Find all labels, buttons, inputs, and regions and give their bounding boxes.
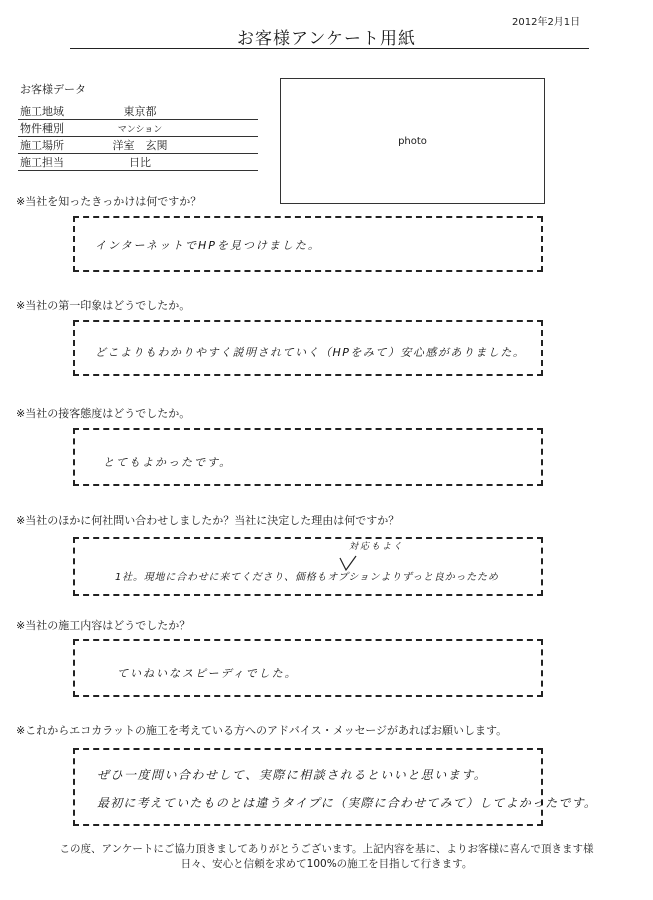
table-row — [18, 154, 258, 171]
answer-3: とてもよかったです。 — [103, 456, 233, 469]
answer-box-6 — [73, 748, 598, 826]
insert-caret-icon — [338, 554, 360, 574]
table-row — [18, 137, 258, 154]
question-1: ※当社を知ったきっかけは何ですか？ — [16, 195, 202, 208]
row-value: 洋室 玄関 — [90, 137, 258, 154]
answer-5: ていねいなスピーディでした。 — [117, 667, 298, 680]
title-underline — [70, 48, 589, 49]
footer-line-1: この度、アンケートにご協力頂きましてありがとうございます。上記内容を基に、よりお客様に喜んで頂きます様 — [59, 843, 594, 855]
survey-date: 2012年2月1日 — [512, 17, 581, 28]
row-value: マンション — [90, 120, 258, 137]
customer-data-table — [18, 103, 258, 171]
footer-line-2: 日々、安心と信頼を求めて100%の施工を目指して行きます。 — [180, 858, 473, 870]
row-label: 施工場所 — [18, 137, 90, 154]
row-label: 物件種別 — [18, 120, 90, 137]
question-3: ※当社の接客態度はどうでしたか。 — [16, 407, 191, 420]
answer-box-4 — [73, 537, 543, 596]
customer-data-heading: お客様データ — [20, 83, 86, 96]
row-label: 施工担当 — [18, 154, 90, 171]
row-value: 東京都 — [90, 103, 258, 120]
answer-4: 1社。現地に合わせに来てくださり、価格もオプションよりずっと良かったため — [115, 572, 499, 583]
question-4: ※当社のほかに何社問い合わせしましたか？当社に決定した理由は何ですか？ — [16, 514, 400, 527]
answer-box-5 — [73, 639, 543, 697]
row-value: 日比 — [90, 154, 258, 171]
answer-1: インターネットでHPを見つけました。 — [95, 239, 321, 252]
photo-placeholder — [280, 78, 545, 204]
row-label: 施工地域 — [18, 103, 90, 120]
table-row — [18, 120, 258, 137]
question-6: ※これからエコカラットの施工を考えている方へのアドバイス・メッセージがあればお願いします。 — [16, 724, 508, 737]
page-title: お客様アンケート用紙 — [237, 29, 416, 49]
question-2: ※当社の第一印象はどうでしたか。 — [16, 299, 191, 312]
answer-4-annotation: 対応もよく — [349, 542, 405, 552]
answer-box-1 — [73, 216, 543, 272]
answer-6-line-1: ぜひ一度問い合わせして、実際に相談されるといいと思います。 — [97, 768, 488, 782]
answer-2: どこよりもわかりやすく説明されていく（HPをみて）安心感がありました。 — [95, 346, 526, 359]
question-5: ※当社の施工内容はどうでしたか？ — [16, 619, 191, 632]
answer-box-2 — [73, 320, 543, 376]
answer-6-line-2: 最初に考えていたものとは違うタイプに（実際に合わせてみて）してよかったです。 — [97, 796, 598, 810]
answer-box-3 — [73, 428, 543, 486]
table-row — [18, 103, 258, 120]
photo-label: photo — [398, 135, 427, 147]
